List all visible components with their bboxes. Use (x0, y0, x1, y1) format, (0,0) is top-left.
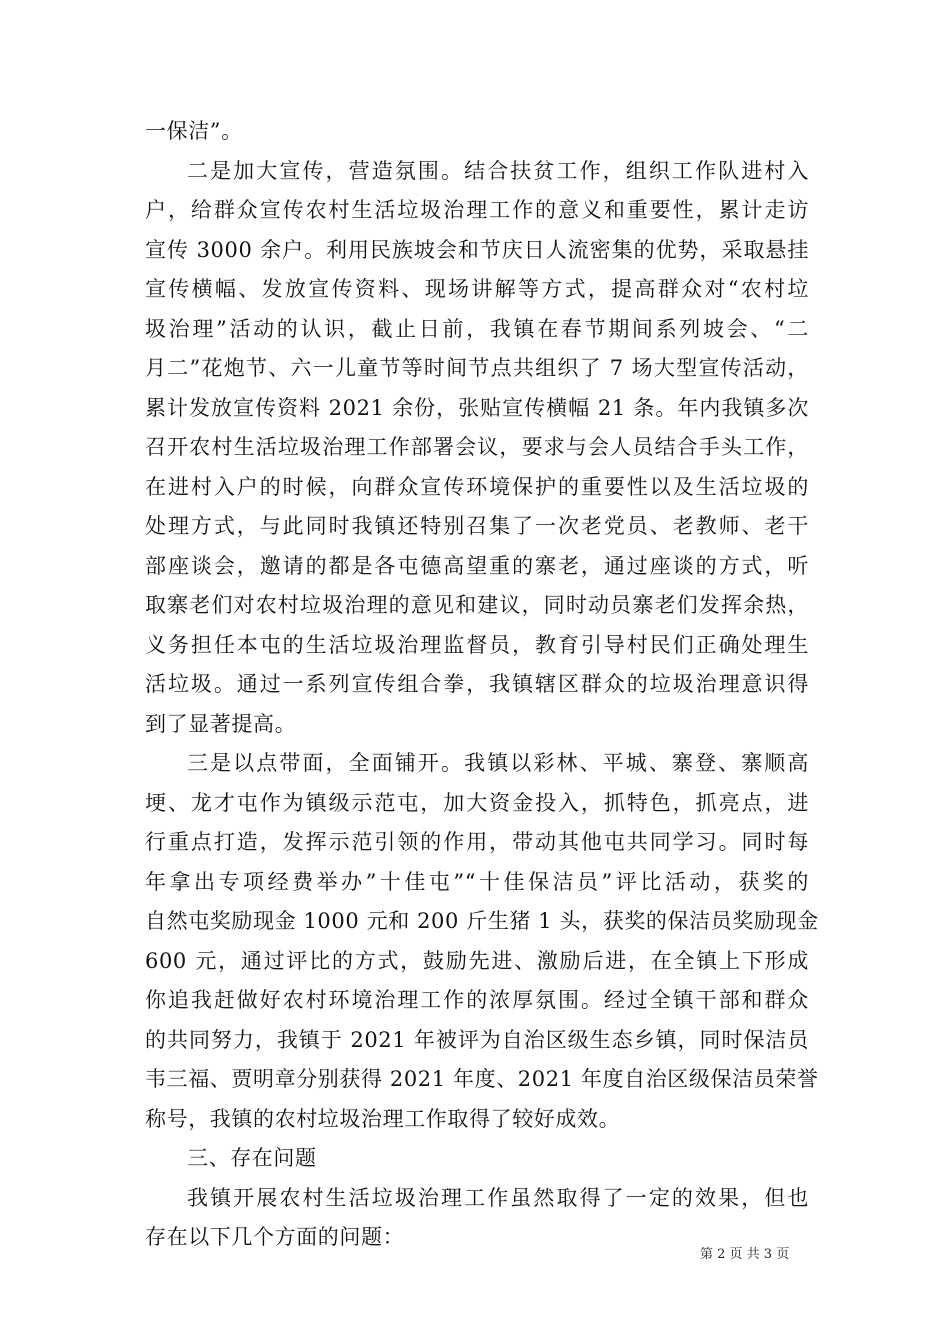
text-line: 部座谈会，邀请的都是各屯德高望重的寨老，通过座谈的方式，听 (145, 553, 809, 578)
text-line: 你追我赶做好农村环境治理工作的浓厚氛围。经过全镇干部和群众 (145, 988, 809, 1012)
text-line: 韦三福、贾明章分别获得 2021 年度、2021 年度自治区级保洁员荣誉 (145, 1067, 819, 1091)
text-line: 埂、龙才屯作为镇级示范屯，加大资金投入，抓特色，抓亮点，进 (145, 790, 809, 815)
text-line: 圾治理”活动的认识，截止日前，我镇在春节期间系列坡会、“二 (145, 316, 809, 341)
text-line: 二是加大宣传，营造氛围。结合扶贫工作，组织工作队进村入 (187, 158, 809, 183)
text-line: 宣传横幅、发放宣传资料、现场讲解等方式，提高群众对“农村垃 (145, 277, 809, 301)
section-heading: 三、存在问题 (187, 1146, 317, 1170)
text-line: 一保洁”。 (145, 119, 243, 143)
text-line: 召开农村生活垃圾治理工作部署会议，要求与会人员结合手头工作， (145, 435, 809, 459)
text-line: 到了显著提高。 (145, 711, 297, 736)
text-line: 宣传 3000 余户。利用民族坡会和节庆日人流密集的优势，采取悬挂 (145, 237, 809, 262)
text-line: 累计发放宣传资料 2021 余份，张贴宣传横幅 21 条。年内我镇多次 (145, 395, 809, 420)
body-text (145, 112, 819, 1258)
text-line: 活垃圾。通过一系列宣传组合拳，我镇辖区群众的垃圾治理意识得 (145, 672, 809, 696)
text-line: 处理方式，与此同时我镇还特别召集了一次老党员、老教师、老干 (145, 514, 809, 538)
text-line: 我镇开展农村生活垃圾治理工作虽然取得了一定的效果，但也 (187, 1185, 809, 1210)
text-line: 在进村入户的时候，向群众宣传环境保护的重要性以及生活垃圾的 (145, 474, 809, 499)
text-line: 户，给群众宣传农村生活垃圾治理工作的意义和重要性，累计走访 (145, 198, 809, 222)
text-line: 称号，我镇的农村垃圾治理工作取得了较好成效。 (145, 1106, 621, 1131)
text-line: 自然屯奖励现金 1000 元和 200 斤生猪 1 头，获奖的保洁员奖励现金 (145, 909, 819, 933)
text-line: 年拿出专项经费举办”十佳屯”“十佳保洁员”评比活动，获奖的 (145, 869, 809, 894)
text-line: 的共同努力，我镇于 2021 年被评为自治区级生态乡镇，同时保洁员 (145, 1027, 809, 1052)
text-line: 行重点打造，发挥示范引领的作用，带动其他屯共同学习。同时每 (145, 830, 809, 854)
text-line: 600 元，通过评比的方式，鼓励先进、激励后进，在全镇上下形成 (145, 948, 809, 973)
text-line: 存在以下几个方面的问题： (145, 1225, 405, 1249)
text-line: 月二”花炮节、六一儿童节等时间节点共组织了 7 场大型宣传活动， (145, 356, 809, 380)
text-line: 义务担任本屯的生活垃圾治理监督员，教育引导村民们正确处理生 (145, 632, 809, 657)
page-number: 第 2 页 共 3 页 (700, 1247, 790, 1262)
text-line: 取寨老们对农村垃圾治理的意见和建议，同时动员寨老们发挥余热， (145, 593, 809, 617)
text-line: 三是以点带面，全面铺开。我镇以彩林、平城、寨登、寨顺高 (187, 751, 809, 775)
